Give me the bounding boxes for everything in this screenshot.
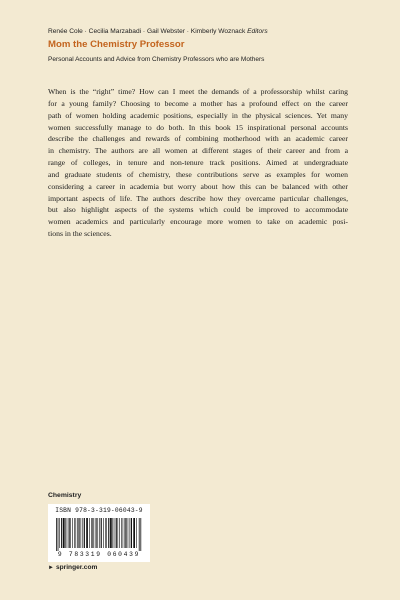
editors-line	[48, 28, 268, 35]
blurb-line: When is the “right” time? How can I meet the demands of a professorship whilst caring	[48, 87, 348, 96]
barcode-bar	[128, 518, 129, 548]
blurb-line: for a young family? Choosing to become a mother has a profound effect on the career	[48, 98, 348, 108]
barcode-bar	[69, 518, 70, 548]
publisher-url[interactable]: springer.com	[55, 564, 98, 571]
barcode-bar	[108, 518, 109, 548]
barcode-bar	[70, 518, 71, 548]
back-cover-blurb	[48, 86, 348, 240]
barcode-bar	[136, 518, 137, 548]
barcode-bar	[130, 518, 131, 548]
barcode-bar	[126, 518, 127, 548]
blurb-line: women successfully manage to do both. In this book 15 inspirational personal accounts	[48, 122, 348, 132]
barcode-bar	[106, 518, 107, 548]
blurb-line: women academics and particularly encourage more women to take on academic posi-	[48, 217, 348, 227]
barcode-bar	[67, 518, 68, 548]
barcode-bar	[79, 518, 80, 548]
barcode-bar	[63, 518, 65, 548]
barcode-bar	[89, 518, 90, 548]
blurb-line: in chemistry. The authors are all women at different stages of their career and from a	[48, 146, 348, 156]
barcode-digits: 9 783319 060439	[57, 551, 141, 558]
barcode-bar	[101, 518, 102, 548]
book-title: Mom the Chemistry Professor	[48, 39, 185, 50]
barcode-bar	[112, 518, 113, 548]
barcode-bar	[82, 518, 83, 548]
blurb-line: considering a career in academia but worry about how this can be balanced with other	[48, 181, 348, 191]
barcode-bar	[81, 518, 82, 548]
barcode-bar	[139, 518, 140, 551]
barcode-bar	[119, 518, 120, 548]
editors-names: Renée Cole · Cecilia Marzabadi · Gail Webster · Kimberly Woznack	[48, 28, 246, 35]
blurb-line: path of women holding academic positions, especially in the physical sciences. Yet many	[48, 110, 348, 120]
barcode-bar	[116, 518, 117, 548]
barcode-bar	[59, 518, 60, 548]
barcode-bar	[86, 518, 88, 548]
isbn-label: ISBN 978-3-319-06043-9	[55, 507, 143, 514]
barcode-bar	[74, 518, 75, 548]
barcode-bars	[48, 518, 150, 551]
barcode-bar	[103, 518, 104, 548]
barcode-bar	[125, 518, 126, 548]
blurb-line: and graduate students of chemistry, these contributions serve as examples for women	[48, 169, 348, 179]
barcode-bar	[56, 518, 57, 551]
publisher-line	[48, 564, 97, 571]
barcode-bar	[77, 518, 78, 548]
barcode-bar	[140, 518, 141, 551]
barcode-bar	[97, 518, 98, 548]
barcode-bar	[72, 518, 73, 548]
barcode-bar	[96, 518, 97, 548]
barcode-bar	[58, 518, 59, 551]
barcode-bar	[91, 518, 92, 548]
blurb-line: range of colleges, in tenure and non-tenure track positions. Aimed at undergraduate	[48, 158, 348, 168]
arrow-icon: ►	[48, 565, 54, 571]
barcode-bar	[105, 518, 106, 548]
blurb-line: but also highlight aspects of the systems which could be improved to accommodate	[48, 205, 348, 215]
barcode-bar	[84, 518, 85, 548]
blurb-line: describe the challenges and rewards of combining motherhood with an academic career	[48, 134, 348, 144]
subject-category: Chemistry	[48, 492, 82, 499]
barcode-bar	[121, 518, 122, 548]
barcode-bar	[95, 518, 96, 548]
book-subtitle: Personal Accounts and Advice from Chemistry Professors who are Mothers	[48, 56, 265, 63]
blurb-line: important aspects of life. The authors describe how they overcame particular challenges,	[48, 193, 348, 203]
barcode-bar	[110, 518, 112, 548]
barcode-bar	[92, 518, 93, 548]
barcode-bar	[118, 518, 119, 548]
editors-role: Editors	[247, 28, 268, 35]
barcode-bar	[65, 518, 66, 548]
blurb-line: tions in the sciences.	[48, 229, 112, 239]
barcode-bar	[99, 518, 100, 548]
barcode-bar	[61, 518, 62, 548]
barcode-bar	[76, 518, 77, 548]
barcode-bar	[123, 518, 124, 548]
isbn-barcode	[48, 504, 150, 562]
barcode-bar	[133, 518, 135, 548]
barcode-bar	[131, 518, 132, 548]
barcode-bar	[114, 518, 115, 548]
